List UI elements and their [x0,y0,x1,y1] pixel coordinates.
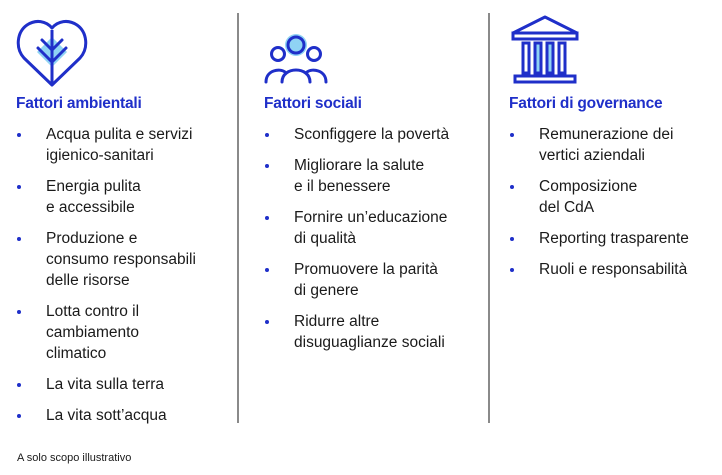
list-item-text: consumo responsabili [46,251,196,268]
list-item-text: climatico [46,345,107,362]
column-divider [237,13,239,423]
list-item-text: Ridurre altre [294,313,380,330]
list-item-text: vertici aziendali [539,147,645,164]
list-item-text: Lotta contro il [46,303,140,320]
list-item-text: Fornire un’educazione [294,209,448,226]
list-item-text: Acqua pulita e servizi [46,126,193,143]
list-item [264,207,449,249]
list-item-text: Reporting trasparente [539,230,689,247]
list-item-text: delle risorse [46,272,130,289]
list-item-text: e il benessere [294,178,391,195]
list-item-text: Produzione e [46,230,138,247]
list-item-text: Sconfiggere la povertà [294,126,450,143]
heading-governance: Fattori di governance [509,95,663,112]
list-item-text: Composizione [539,178,638,195]
list-item-text: di genere [294,282,359,299]
list-item-text: igienico-sanitari [46,147,154,164]
list-item [264,311,449,353]
list-item [16,124,196,166]
list-item-text: La vita sulla terra [46,376,165,393]
list-item [16,228,196,291]
heading-environmental: Fattori ambientali [16,95,142,112]
list-social [264,124,449,363]
list-item [264,124,449,145]
list-item-text: Energia pulita [46,178,141,195]
institution-building-icon [509,12,581,87]
list-item [264,155,449,197]
list-item-text: La vita sott’acqua [46,407,167,424]
list-item-text: del CdA [539,199,595,216]
list-item [509,228,689,249]
list-environmental [16,124,196,436]
list-item-text: Migliorare la salute [294,157,425,174]
list-item [509,124,689,166]
list-item [509,176,689,218]
column-divider [488,13,490,423]
list-item [16,301,196,364]
list-item [16,405,196,426]
list-item-text: Ruoli e responsabilità [539,261,688,278]
list-item [264,259,449,301]
list-item-text: cambiamento [46,324,140,341]
footnote: A solo scopo illustrativo [17,452,132,464]
list-item-text: Promuovere la parità [294,261,438,278]
heading-social: Fattori sociali [264,95,362,112]
list-item [509,259,689,280]
heart-leaf-icon [16,12,88,87]
list-item-text: Remunerazione dei [539,126,674,143]
list-item [16,374,196,395]
list-item-text: di qualità [294,230,357,247]
list-item [16,176,196,218]
list-governance [509,124,689,290]
list-item-text: disuguaglianze sociali [294,334,445,351]
people-group-icon [264,12,334,87]
list-item-text: e accessibile [46,199,135,216]
